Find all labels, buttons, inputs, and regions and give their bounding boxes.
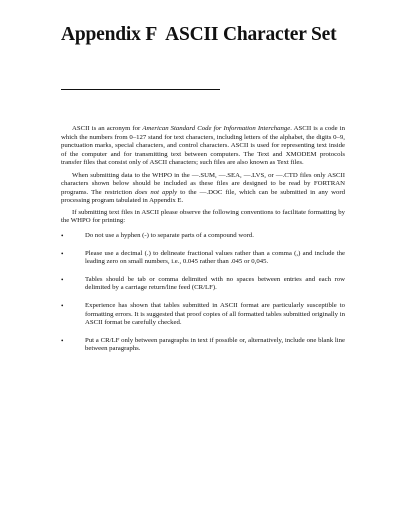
paragraph-intro-prefix: ASCII is an acronym for xyxy=(72,125,143,132)
list-item xyxy=(61,276,345,293)
list-item-text: Do not use a hyphen (-) to separate parts of a compound word. xyxy=(85,231,254,239)
list-item xyxy=(61,232,345,241)
list-item xyxy=(61,302,345,328)
paragraph-submission xyxy=(61,172,345,206)
paragraph-intro xyxy=(61,125,345,168)
page-title xyxy=(61,24,336,46)
bullet-icon: • xyxy=(61,302,64,311)
list-item-text: Please use a decimal (.) to delineate fractional values rather than a comma (,) and include the leading zero on small numbers, i.e., 0.045 rather than .045 or 0,045. xyxy=(85,249,345,266)
paragraph-intro-rest: . ASCII is a code in which the numbers from 0–127 stand for text characters, including letters of the alphabet, the digits 0–9, punctuation marks, special characters, and control characters. ASCII is used for representing text inside of the computer and for transmitting text between computers. The Text and XMODEM protocols transfer files that consist only of ASCII characters; such files are also known as Text files. xyxy=(61,125,345,167)
paragraph-submission-rest: to the —.DOC file, which can be submitted in any word processing program tabulated in Appendix E. xyxy=(61,188,345,205)
paragraph-conventions: If submitting text files in ASCII please observe the following conventions to facilitate formatting by the WHPO for printing: xyxy=(61,208,345,225)
bullet-icon: • xyxy=(61,249,64,258)
list-item-text: Put a CR/LF only between paragraphs in text if possible or, alternatively, include one blank line between paragraphs. xyxy=(85,336,345,353)
bullet-icon: • xyxy=(61,275,64,284)
paragraph-intro-emphasis: American Standard Code for Information Interchange xyxy=(142,125,291,132)
paragraph-submission-prefix: When submitting data to the WHPO in the —.SUM, —.SEA, —.LVS, or —.CTD files only ASCII characters shown below should be included as these files are designed to be read by FORTRAN programs. The restriction xyxy=(61,171,345,196)
appendix-label: Appendix F xyxy=(61,24,158,45)
paragraph-submission-emphasis: does not apply xyxy=(135,188,178,196)
list-item-text: Experience has shown that tables submitted in ASCII format are particularly susceptible to formatting errors. It is suggested that proof copies of all formatted tables submitted originally in ASCII format be carefully checked. xyxy=(85,302,345,327)
list-item xyxy=(61,250,345,267)
list-item xyxy=(61,337,345,354)
bullet-icon: • xyxy=(61,336,64,345)
appendix-title: ASCII Character Set xyxy=(165,24,337,45)
title-rule xyxy=(61,89,220,90)
bullet-icon: • xyxy=(61,231,64,240)
list-item-text: Tables should be tab or comma delimited with no spaces between entries and each row delimited by a carriage return/line feed (CR/LF). xyxy=(85,275,345,292)
conventions-list xyxy=(61,232,345,354)
body-text xyxy=(61,125,345,363)
